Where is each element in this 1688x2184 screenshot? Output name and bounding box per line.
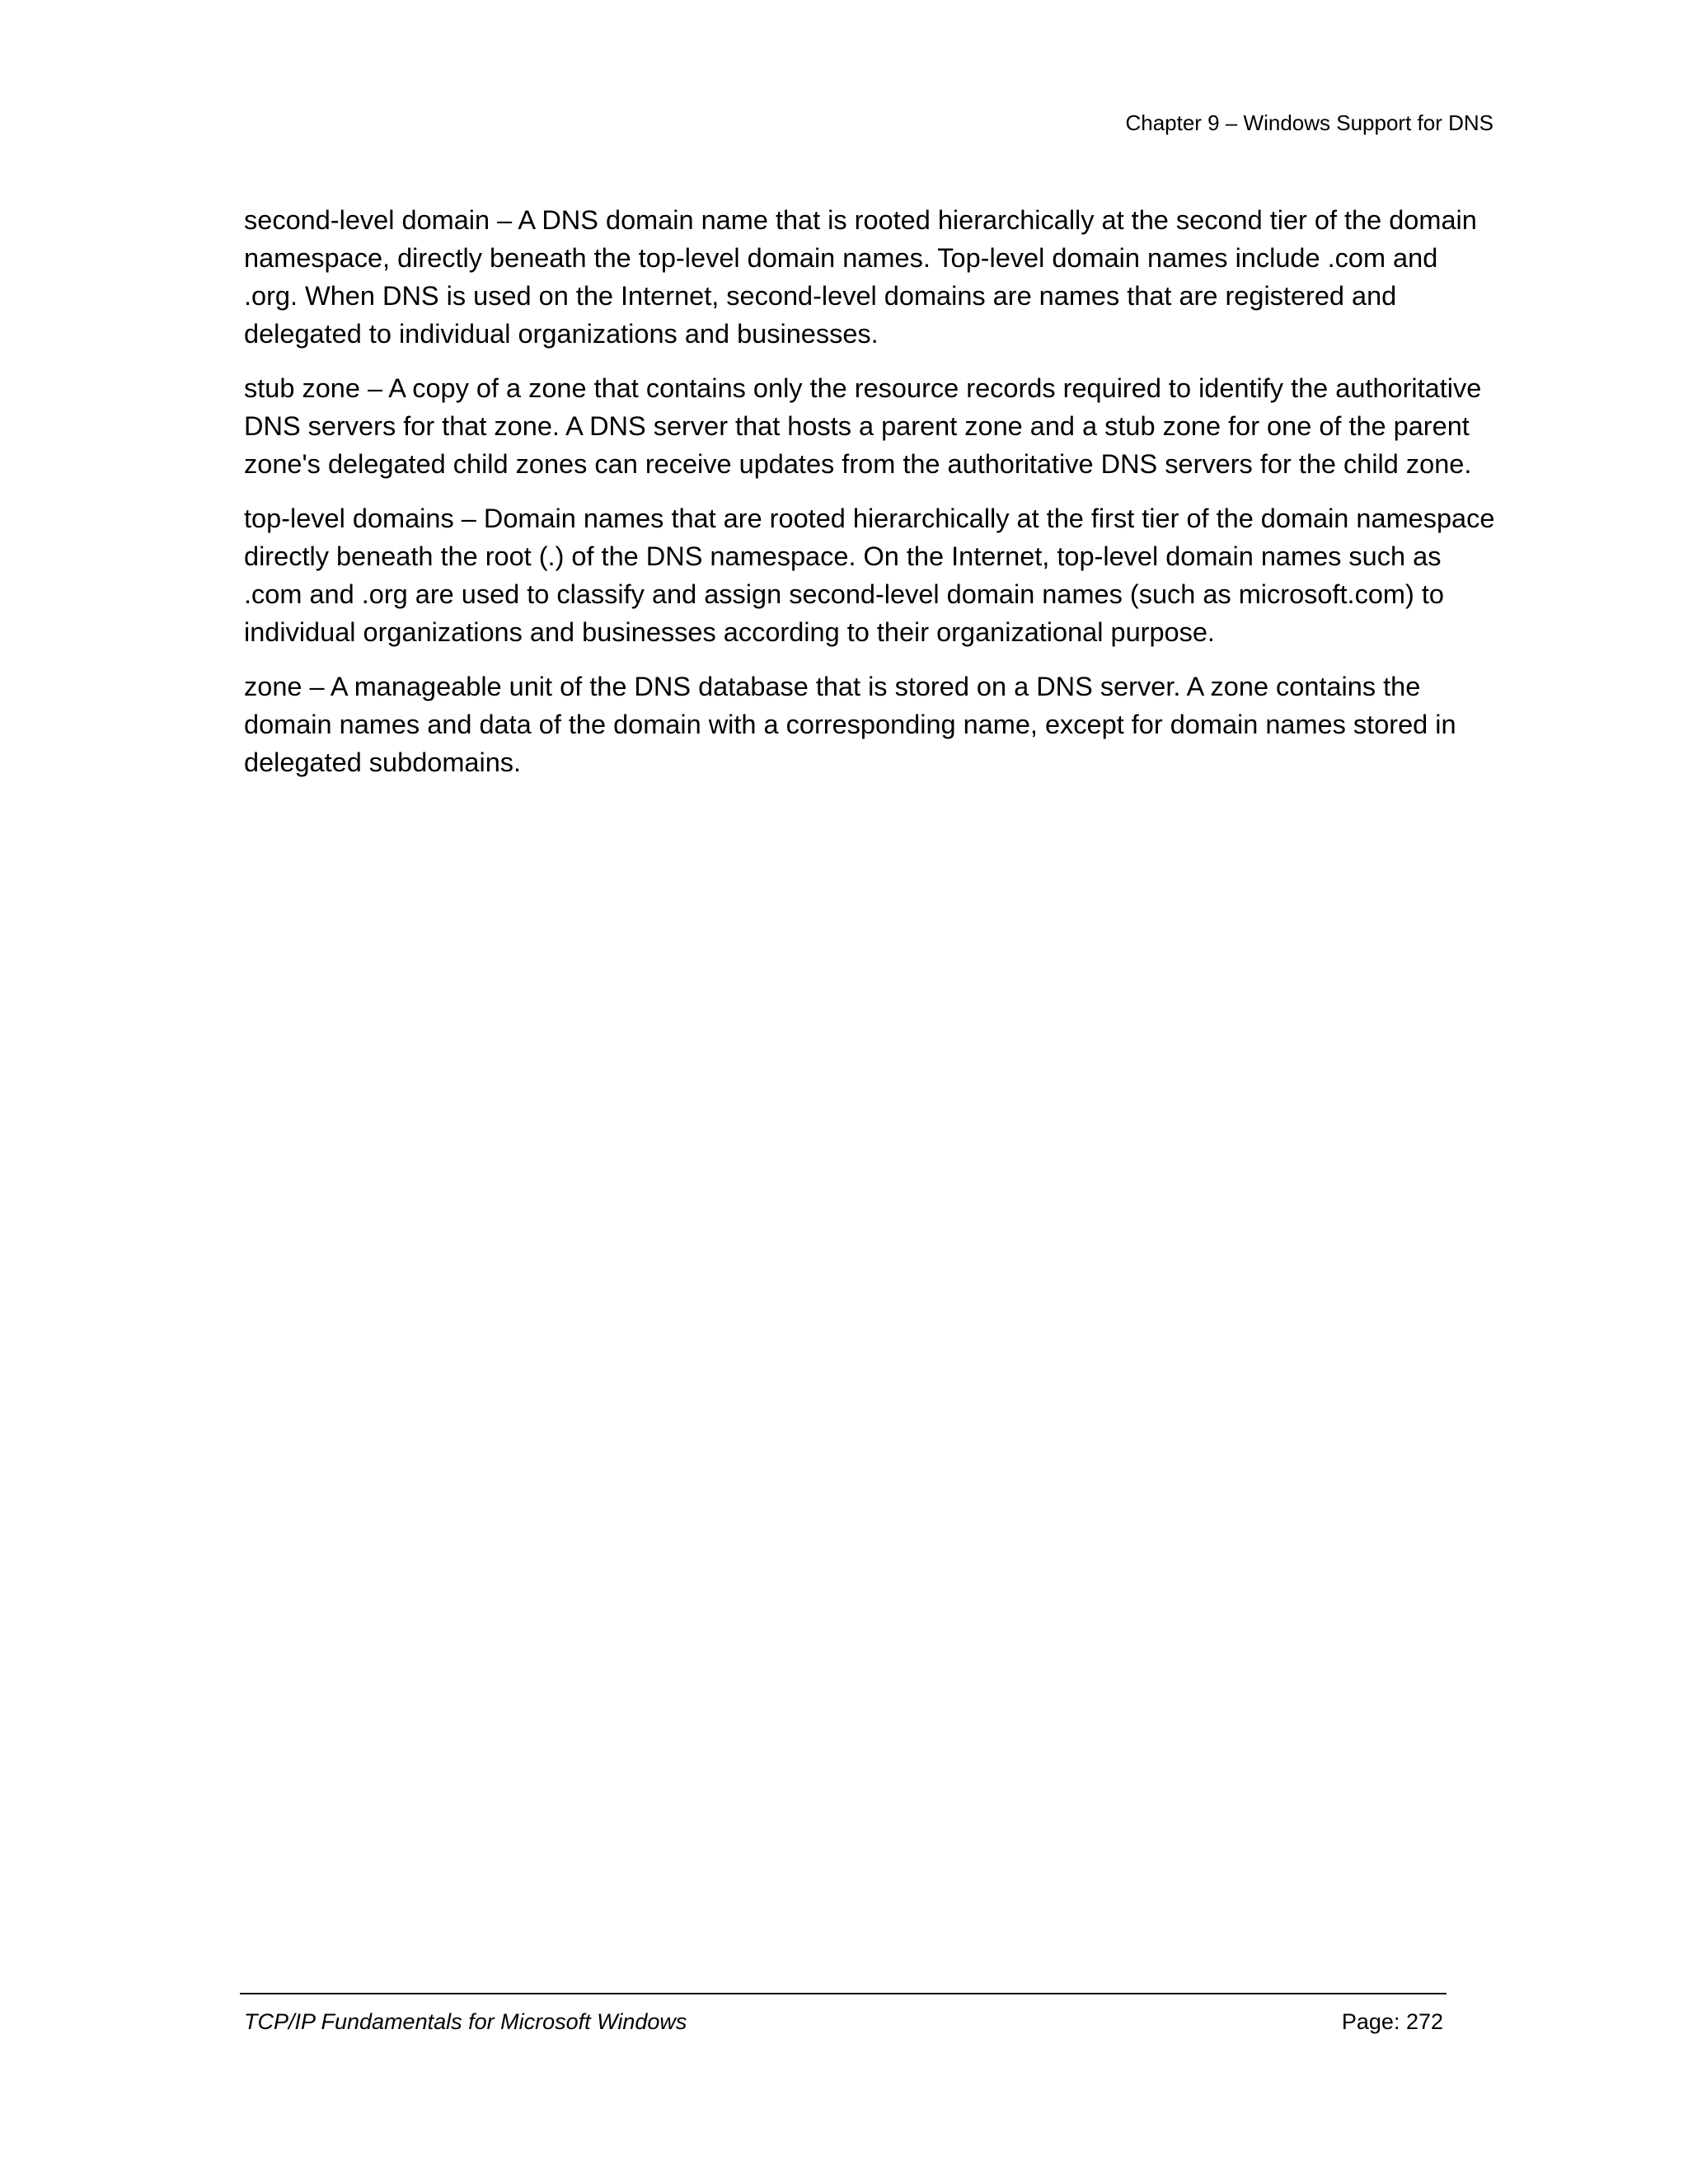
footer-book-title: TCP/IP Fundamentals for Microsoft Windows [244,2009,687,2034]
running-header: Chapter 9 – Windows Support for DNS [1125,110,1493,135]
footer-divider [240,1993,1447,1994]
glossary-entry-zone: zone – A manageable unit of the DNS database that is stored on a DNS server. A zone contains the domain names and data of the domain with a corresponding name, except for domain names stored in delegated subdomains. [244,672,1456,777]
glossary-section [244,201,1497,798]
glossary-entry-stub-zone: stub zone – A copy of a zone that contains only the resource records required to identify the authoritative DNS servers for that zone. A DNS server that hosts a parent zone and a stub zone for one of the parent zone's delegated child zones can receive updates from the authoritative DNS servers for the child zone. [244,373,1482,479]
glossary-entry-top-level-domains: top-level domains – Domain names that are rooted hierarchically at the first tier of the domain namespace directly beneath the root (.) of the DNS namespace. On the Internet, top-level domain names such as .com and .org are used to classify and assign second-level domain names (such as microsoft.com) to individual organizations and businesses according to their organizational purpose. [244,504,1495,647]
footer-page-number: Page: 272 [1341,2009,1443,2034]
glossary-entry-second-level-domain: second-level domain – A DNS domain name that is rooted hierarchically at the second tier of the domain namespace, directly beneath the top-level domain names. Top-level domain names include .com and .org. When DNS is used on the Internet, second-level domains are names that are registered and delegated to individual organizations and businesses. [244,205,1477,349]
